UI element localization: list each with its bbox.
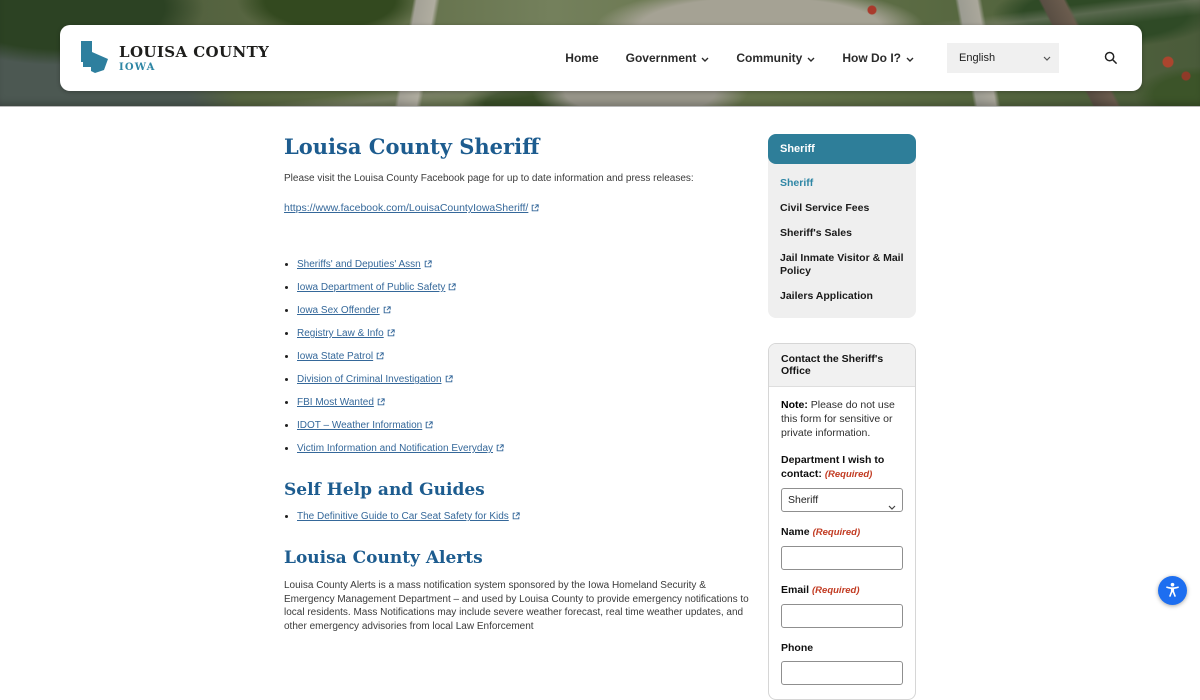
hero-aerial-photo <box>0 0 1200 107</box>
logo-title: LOUISA COUNTY <box>119 42 270 61</box>
sidebar-nav-body <box>768 164 916 318</box>
resource-link[interactable]: Iowa Sex Offender <box>297 305 391 316</box>
nav-item-home[interactable]: Home <box>565 51 599 65</box>
resource-link-list <box>284 259 750 455</box>
resource-link[interactable]: Sheriffs' and Deputies' Assn <box>297 259 432 270</box>
external-link-icon <box>512 512 520 523</box>
external-link-icon <box>445 375 453 386</box>
phone-label: Phone <box>781 642 814 654</box>
nav-item-community[interactable]: Community <box>736 51 815 65</box>
resource-link[interactable]: Victim Information and Notification Everyday <box>297 443 504 454</box>
external-link-icon <box>448 283 456 294</box>
site-header <box>60 25 1142 91</box>
external-link-icon <box>531 203 539 215</box>
main-column <box>284 134 750 633</box>
chevron-down-icon <box>701 51 709 65</box>
sidebar-column <box>768 134 916 700</box>
contact-note: Note: Please do not use this form for sensitive or private information. <box>781 399 895 439</box>
resource-link[interactable]: Iowa State Patrol <box>297 351 384 362</box>
external-link-icon <box>376 352 384 363</box>
list-item <box>297 374 750 386</box>
external-link-icon <box>425 421 433 432</box>
sidebar-item-sheriff[interactable]: Sheriff <box>780 177 814 189</box>
list-item <box>297 351 750 363</box>
external-link-icon <box>383 306 391 317</box>
sidebar-item-civil-service-fees[interactable]: Civil Service Fees <box>780 202 870 214</box>
department-label: Department I wish to contact: (Required) <box>781 454 885 480</box>
county-shape-icon <box>78 40 109 76</box>
sidebar-item-jail-inmate-visitor-mail-policy[interactable]: Jail Inmate Visitor & Mail Policy <box>780 252 904 277</box>
nav-item-how-do-i[interactable]: How Do I? <box>842 51 914 65</box>
sidebar-item-jailers-application[interactable]: Jailers Application <box>780 290 873 302</box>
intro-text: Please visit the Louisa County Facebook page for up to date information and press releases: <box>284 173 694 184</box>
main-nav <box>565 43 1120 73</box>
resource-link[interactable]: Registry Law & Info <box>297 328 395 339</box>
page-title: Louisa County Sheriff <box>284 134 540 159</box>
resource-link[interactable]: Division of Criminal Investigation <box>297 374 453 385</box>
self-help-heading: Self Help and Guides <box>284 480 485 500</box>
list-item <box>297 397 750 409</box>
search-button[interactable] <box>1102 49 1120 67</box>
list-item <box>297 328 750 340</box>
name-field[interactable] <box>781 546 903 570</box>
alerts-body-text: Louisa County Alerts is a mass notification system sponsored by the Iowa Homeland Security & Emergency Management Department – and used by Louisa County to provide emergency notifications to local residents. Mass Notifications may include severe weather forecast, real time weather updates, and other emergency advisories from local Law Enforcement <box>284 580 749 632</box>
sidebar-nav-title: Sheriff <box>768 134 916 164</box>
accessibility-widget-button[interactable] <box>1158 576 1187 605</box>
contact-form-body <box>769 387 915 699</box>
self-help-link[interactable]: The Definitive Guide to Car Seat Safety for Kids <box>297 511 520 522</box>
email-field[interactable] <box>781 604 903 628</box>
external-link-icon <box>496 444 504 455</box>
resource-link[interactable]: IDOT – Weather Information <box>297 420 433 431</box>
phone-field[interactable] <box>781 661 903 685</box>
search-icon <box>1104 51 1118 65</box>
list-item <box>297 259 750 271</box>
required-marker: (Required) <box>812 585 860 596</box>
logo-subtitle: IOWA <box>119 61 156 73</box>
list-item <box>297 511 750 523</box>
facebook-link-row <box>284 202 750 215</box>
page-content <box>284 134 916 700</box>
chevron-down-icon <box>807 51 815 65</box>
required-marker: (Required) <box>824 469 873 480</box>
list-item <box>297 443 750 455</box>
external-link-icon <box>387 329 395 340</box>
required-marker: (Required) <box>812 527 861 538</box>
sidebar-item-sheriffs-sales[interactable]: Sheriff's Sales <box>780 227 852 239</box>
department-select[interactable] <box>781 488 903 512</box>
facebook-link[interactable]: https://www.facebook.com/LouisaCountyIowaSheriff/ <box>284 202 539 214</box>
list-item <box>297 420 750 432</box>
alerts-heading: Louisa County Alerts <box>284 548 483 568</box>
external-link-icon <box>377 398 385 409</box>
email-label: Email (Required) <box>781 584 860 596</box>
chevron-down-icon <box>1043 52 1051 64</box>
list-item <box>297 305 750 317</box>
external-link-icon <box>424 260 432 271</box>
chevron-down-icon <box>906 51 914 65</box>
sidebar-nav-card <box>768 134 916 318</box>
accessibility-person-icon <box>1163 581 1182 600</box>
language-select[interactable]: English <box>947 43 1059 73</box>
contact-form-title: Contact the Sheriff's Office <box>769 344 915 387</box>
resource-link[interactable]: Iowa Department of Public Safety <box>297 282 456 293</box>
nav-item-government[interactable]: Government <box>626 51 710 65</box>
name-label: Name (Required) <box>781 526 861 538</box>
self-help-list <box>284 511 750 523</box>
contact-form-card <box>768 343 916 700</box>
list-item <box>297 282 750 294</box>
resource-link[interactable]: FBI Most Wanted <box>297 397 385 408</box>
site-logo[interactable] <box>78 40 269 76</box>
